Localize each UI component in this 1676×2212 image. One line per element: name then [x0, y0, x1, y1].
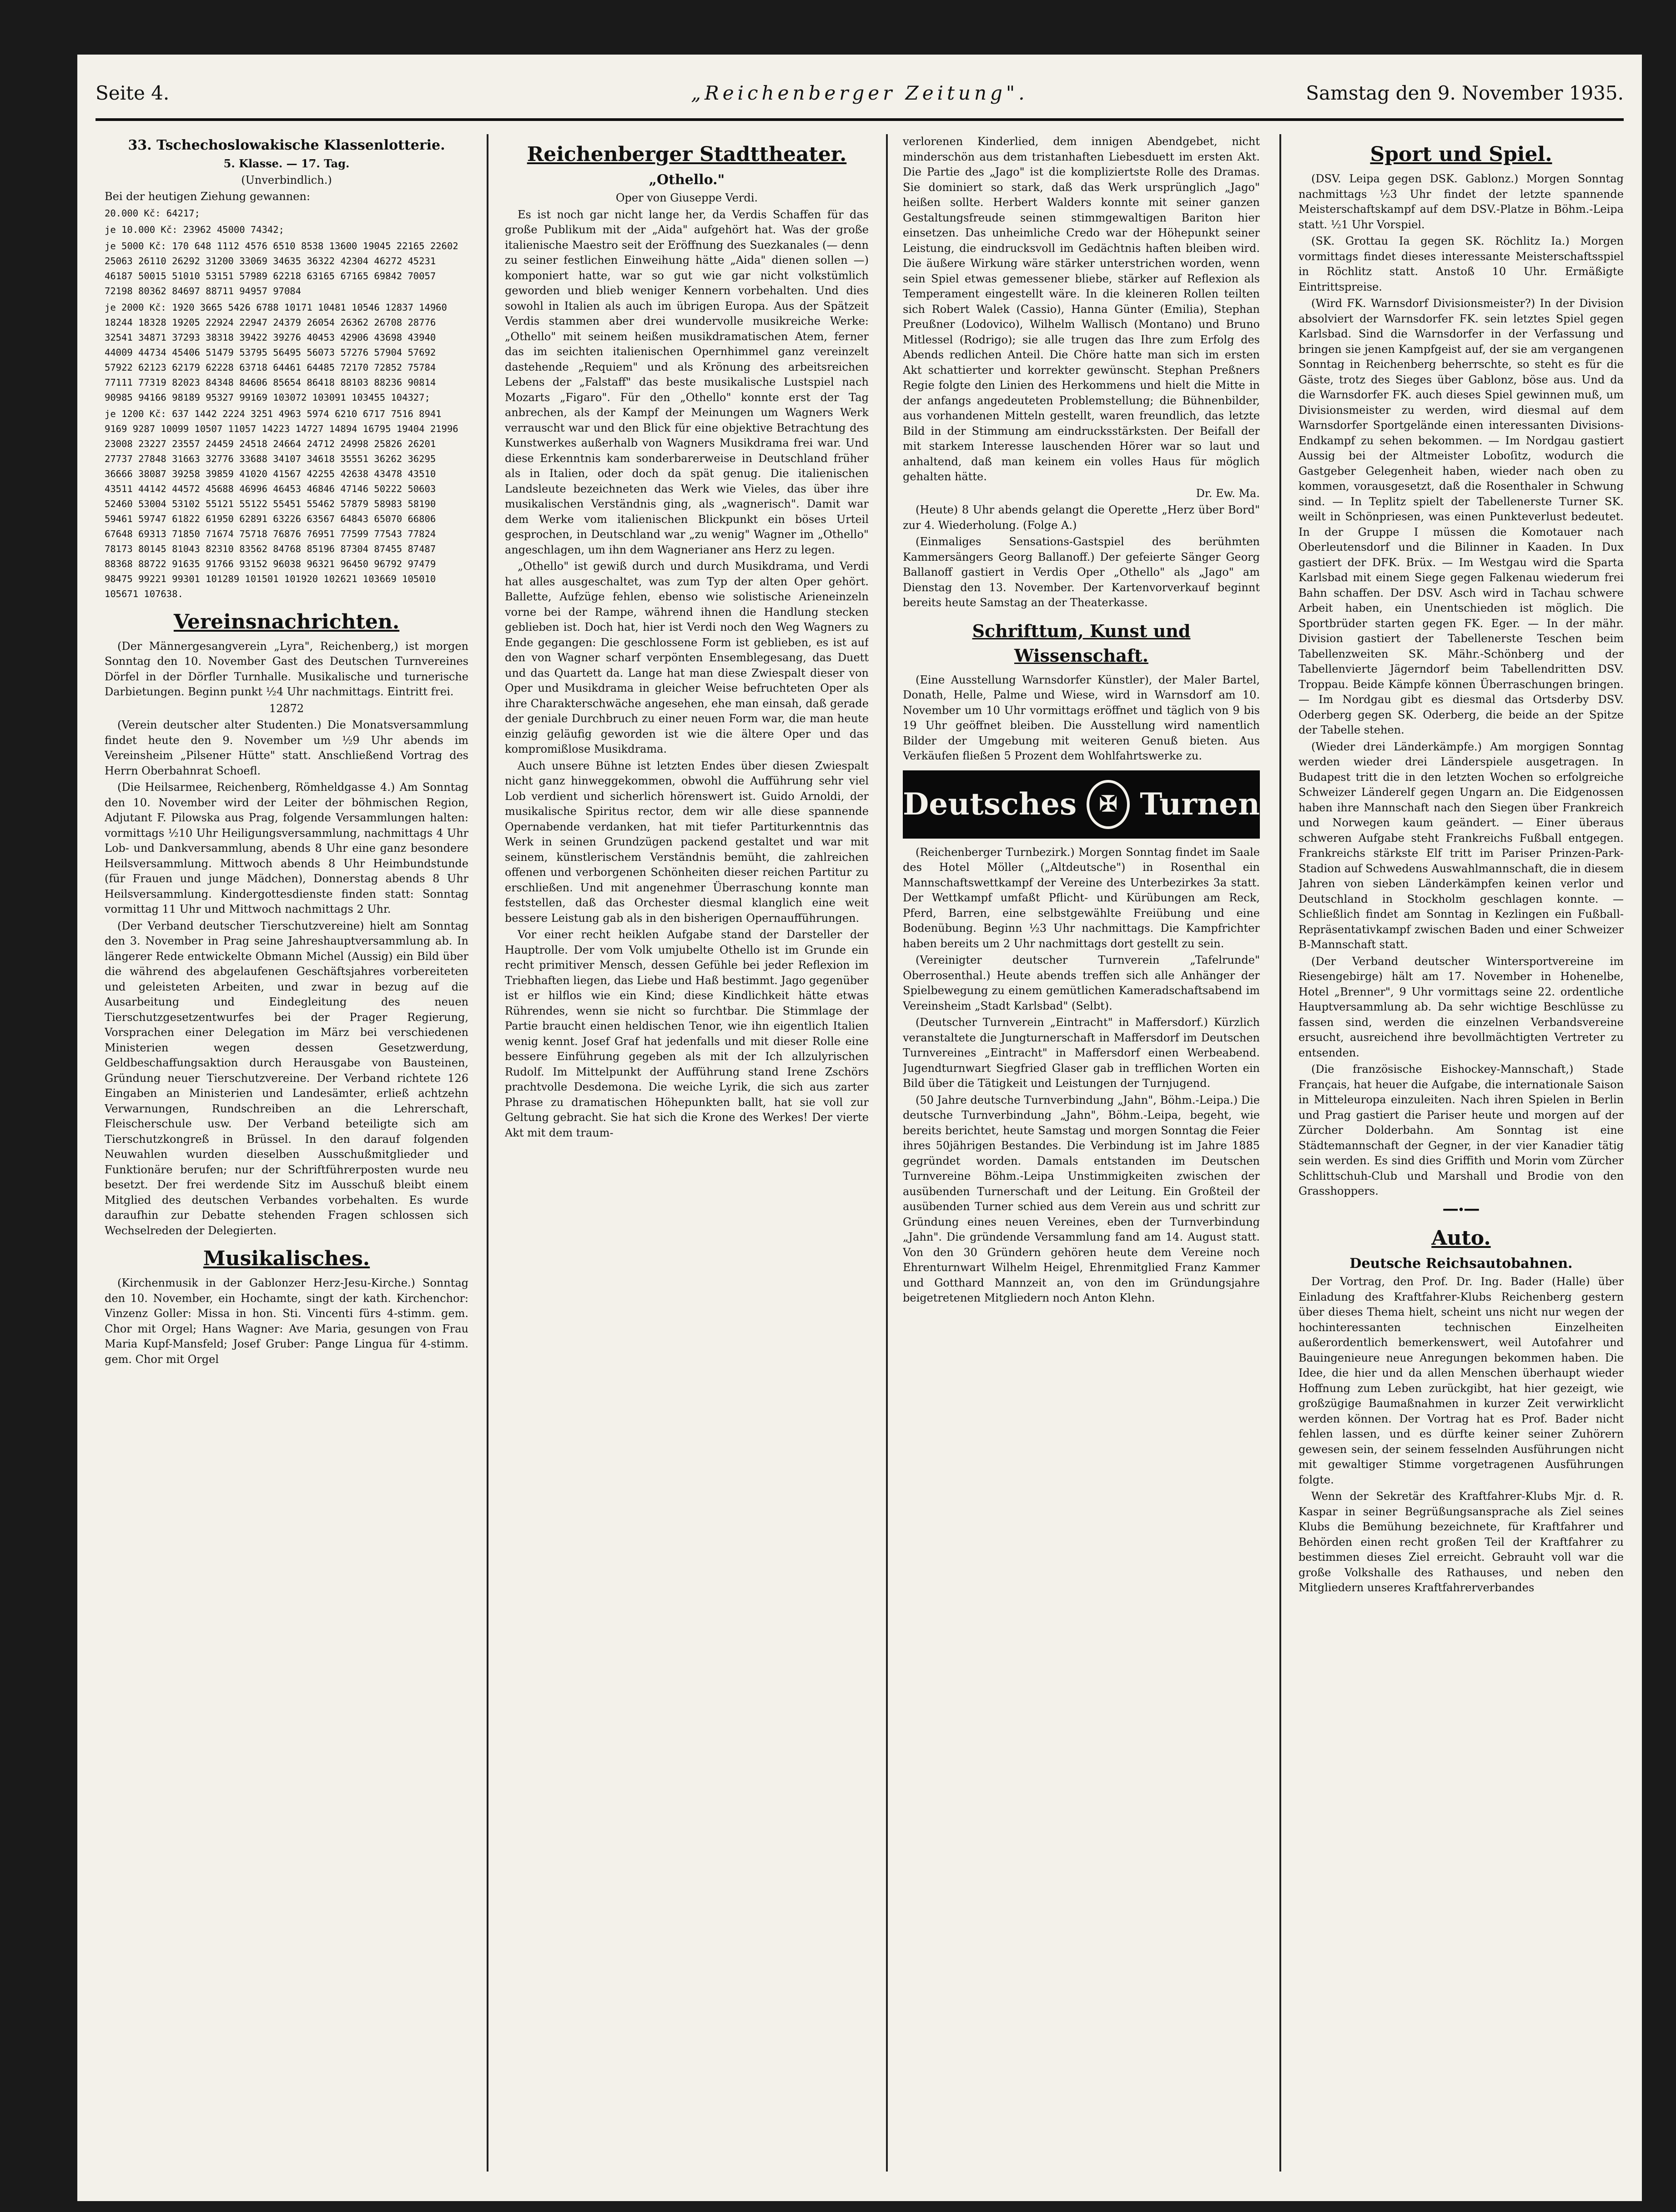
column-divider	[886, 134, 888, 2172]
lottery-2000: je 2000 Kč: 1920 3665 5426 6788 10171 10481 10546 12837 14960 18244 18328 19205 22924 22947 24379 26054 26362 26708 28776 32541 34871 37293 38318 39422 39276 40453 42906 43698 43940 44009 44734 45406 51479 53795 56495 56073 57276 57904 57692 57922 62123 62179 62228 63718 64461 64485 72170 72852 75784 77111 77319 82023 84348 84606 85654 86418 88103 88236 90814 90985 94166 98189 95327 99169 103072 103091 103455 104327;	[105, 302, 447, 403]
column-4	[1299, 134, 1624, 2190]
article-title-othello: „Othello."	[649, 172, 725, 188]
ad-number: 12872	[269, 702, 304, 715]
article-paragraph: (Einmaliges Sensations-Gastspiel des berühmten Kammersängers Georg Ballanoff.) Der gefeierte Sänger Georg Ballanoff gastiert in Verdis Oper „Othello" als „Jago" am Dienstag den 13. November. Der Kartenvorverkauf beginnt bereits heute Samstag an der Theaterkasse.	[903, 535, 1260, 609]
article-paragraph: (Reichenberger Turnbezirk.) Morgen Sonntag findet im Saale des Hotel Möller („Altdeutsche") in Rosenthal ein Mannschaftswettkampf der Vereine des Unterbezirkes 3a statt. Der Wettkampf umfaßt Pflicht- und Kürübungen am Reck, Pferd, Barren, eine selbstgewählte Freiübung und eine Bodenübung. Beginn ½3 Uhr nachmittags. Die Kampfrichter haben bereits um 2 Uhr nachmittags dort gestellt zu sein.	[903, 845, 1260, 950]
column-1	[105, 134, 468, 2190]
article-subtitle: Oper von Giuseppe Verdi.	[615, 191, 758, 204]
lottery-1200: je 1200 Kč: 637 1442 2224 3251 4963 5974 6210 6717 7516 8941 9169 9287 10099 10507 11057 14223 14727 14894 16795 19404 21996 23008 23227 23557 24459 24518 24664 24712 24998 25826 26201 27737 27848 31663 32776 33688 34107 34618 35551 36262 36295 36666 38087 39258 39859 41020 41567 42255 42638 43478 43510 43511 44142 44572 45688 46996 46453 46846 47146 50222 50603 52460 53004 53102 55121 55122 55451 55462 57879 58983 58190 59461 59747 61822 61950 62891 63226 63567 64843 65070 66806 67648 69313 71850 71674 75718 76876 76951 77599 77543 77824 78173 80145 81043 82310 83562 84768 85196 87304 87455 87487 88368 88722 91635 91766 93152 96038 96321 96450 96792 97479 98475 99221 99301 101289 101501 101920 102621 103669 105010 105671 107638.	[105, 408, 458, 599]
page-number: Seite 4.	[96, 82, 170, 104]
article-paragraph: Vor einer recht heiklen Aufgabe stand der Darsteller der Hauptrolle. Der vom Volk umjubelte Othello ist im Grunde ein recht primitiver Mensch, dessen Gefühle bei jeder Reflexion im Triebhaften liegen, das Liebe und Haß bestimmt. Jago gegenüber ist er hilflos wie ein Kind; diese Kindlichkeit hätte etwas Rührendes, wenn sie nicht so furchtbar. Die Stimmlage der Partie braucht einen heldischen Tenor, wie ihn eigentlich Italien wenig kennt. Josef Graf hat jedenfalls und mit dieser Rolle eine bessere Einführung gegeben als mit der Ich allzulyrischen Rudolf. Im Mittelpunkt der Aufführung stand Irene Zschörs prachtvolle Desdemona. Die weiche Lyrik, die sich aus zarter Phrase zu dramatischen Höhepunkten ballt, hat sie voll zur Geltung gebracht. Sie hat sich die Krone des Werkes! Der vierte Akt mit dem traum-	[505, 928, 869, 1139]
article-paragraph: „Othello" ist gewiß durch und durch Musikdrama, und Verdi hat alles ausgeschaltet, was zum Typ der alten Oper gehört. Ballette, Aufzüge fehlen, ebenso wie solistische Arieneinzeln vorne bei der Rampe, während ihnen die Handlung stecken geblieben ist. Doch hat, hier ist Verdi noch den Weg Wagners zu Ende gegangen: Die geschlossene Form ist geblieben, es ist auf den von Wagner scharf verpönten Ensemblegesang, das Duett und das Quartett da. Lange hat man diese Zwiespalt dieser von Oper und Musikdrama in gleicher Weise befruchteten Oper als ihre Charakterschwäche angesehen, ehe man einsah, daß gerade der geniale Durchbruch zu einer neuen Form war, die man heute einzig geläufig geworden ist wie die ältere Oper und das kompromißlose Musikdrama.	[505, 560, 869, 755]
article-paragraph: (Vereinigter deutscher Turnverein „Tafelrunde" Oberrosenthal.) Heute abends treffen sich alle Anhänger der Spielbewegung zu einem gemütlichen Kameradschaftsabend im Vereinsheim „Stadt Karlsbad" (Selbt).	[903, 954, 1260, 1012]
section-heading-auto: Auto.	[1431, 1227, 1491, 1250]
article-title-reichsautobahnen: Deutsche Reichsautobahnen.	[1349, 1256, 1573, 1272]
banner-text-left: Deutsches	[903, 786, 1077, 822]
page-header	[96, 82, 1624, 114]
turner-cross-emblem-icon: ✠	[1087, 780, 1130, 829]
issue-date: Samstag den 9. November 1935.	[1306, 82, 1624, 104]
article-paragraph: (Wird FK. Warnsdorf Divisionsmeister?) In der Division absolviert der Warnsdorfer FK. sein letztes Spiel gegen Karlsbad. Sind die Warnsdorfer in der Verfassung und bringen sie jenen Kampfgeist auf, der sie am vergangenen Sonntag in Reichenberg beherrschte, so steht es für die Gäste, trotz des Sieges über Gablonz, böse aus. Und da die Warnsdorfer FK. auch dieses Spiel gewinnen muß, um Divisionsmeister zu werden, wird diesmal auf dem Warnsdorfer Sportgelände einen interessanten Divisions-Endkampf zu sehen bekommen. — Im Nordgau gastiert Aussig bei der Altmeister Loboſitz, wodurch die Gastgeber Gelegenheit haben, wieder nach oben zu kommen, vorausgesetzt, daß die Rosenthaler in Schwung sind. — In Teplitz spielt der Tabellenerste Turner SK. weilt in Schönpriesen, was einen Punkteverlust bedeutet. In der Gruppe I müssen die Komotauer nach Oberleutensdorf und die Bilinner in Kaaden. In Dux gastiert der DFK. Brüx. — Im Westgau wird die Sparta Karlsbad mit einem Siege gegen Falkenau wiederum frei Bahn schaffen. Der DSV. Asch wird in Tachau schwere Arbeit haben, ein Unentschieden ist möglich. Die Sportbrüder starten gegen FK. Eger. — In der mähr. Division gastiert der Tabellenerste Teschen beim Tabellenzweiten SK. Mähr.-Schönberg und der Tabellenvierte Jägerndorf beim Tabellendritten DSV. Troppau. Beide Kämpfe können Überraschungen bringen. — Im Nordgau gibt es diesmal das Ortsderby DSV. Oderberg gegen SK. Oderberg, die beide an der Spitze der Tabelle stehen.	[1299, 297, 1624, 736]
banner-text-right: Turnen	[1140, 786, 1260, 822]
article-paragraph: Es ist noch gar nicht lange her, da Verdis Schaffen für das große Publikum mit der „Aida" aufgehört hat. Was der große italienische Maestro seit der Eröffnung des Suezkanales (— denn zu seiner festlichen Einweihung hätte „Aida" dienen sollen —) komponiert hatte, war so gut wie gar nicht volkstümlich geworden und blieb weniger Kennern vorbehalten. Und dies sowohl in Italien als auch im übrigen Europa. Aus der Spätzeit Verdis stammen aber drei wundervolle musikreiche Werke: „Othello" mit seinem heißen musikdramatischen Atem, ferner das im seichten italienischen Opernhimmel ganz vereinzelt dastehende „Requiem" und als Krönung des arbeitsreichen Lebens der „Falstaff" das beste musikalische Lustspiel nach Mozarts „Figaro". Für den „Othello" konnte erst der Tag anbrechen, als der Kampf der Meinungen um Wagners Werk verrauscht war und den Blick für eine objektive Betrachtung des Kunstwerkes außerhalb von Wagners Musikdrama frei war. Und diese Erkenntnis kam sonderbarerweise in Deutschland früher als in Italien, oder doch da spät genug. Die italienischen Landsleute bezeichneten das Werk wie Vieles, das über ihre musikalischen Verständnis ging, als „wagnerisch". Damit war dem Werke vom italienischen Blickpunkt ein böses Urteil gesprochen, in Deutschland war „zu wenig" Wagner im „Othello" angeschlagen, um ihn dem Wagnerianer ans Herz zu legen.	[505, 208, 869, 556]
deutsches-turnen-banner	[903, 770, 1260, 839]
lottery-5000: je 5000 Kč: 170 648 1112 4576 6510 8538 13600 19045 22165 22602 25063 26110 26292 31200 33069 34635 36322 42304 46272 45231 46187 50015 51010 53151 57989 62218 63165 67165 69842 70057 72198 80362 84697 88711 94957 97084	[105, 240, 458, 297]
article-paragraph: (DSV. Leipa gegen DSK. Gablonz.) Morgen Sonntag nachmittags ½3 Uhr findet der letzte spannende Meisterschaftskampf auf dem DSV.-Platze in Böhm.-Leipa statt. ½1 Uhr Vorspiel.	[1299, 172, 1624, 231]
section-heading-vereinsnachrichten: Vereinsnachrichten.	[173, 610, 400, 633]
article-paragraph: (Deutscher Turnverein „Eintracht" in Maffersdorf.) Kürzlich veranstaltete die Jungturnerschaft in Maffersdorf im Deutschen Turnvereines „Eintracht" in Maffersdorf einen Werbeabend. Jugendturnwart Siegfried Glaser gab in trefflichen Worten ein Bild über die Tätigkeit und Leistungen der Turnjugend.	[903, 1016, 1260, 1090]
section-heading-schrifttum: Schrifttum, Kunst und Wissenschaft.	[972, 620, 1191, 666]
lottery-note: (Unverbindlich.)	[241, 173, 332, 186]
column-divider	[487, 134, 488, 2172]
article-paragraph: (Verein deutscher alter Studenten.) Die Monatsversammlung findet heute den 9. November um ½9 Uhr abends im Vereinsheim „Pilsener Hütte" statt. Anschließend Vortrag des Herrn Oberbahnrat Schoefl.	[105, 719, 468, 777]
article-paragraph: (Eine Ausstellung Warnsdorfer Künstler), der Maler Bartel, Donath, Helle, Palme und Wiese, wird in Warnsdorf am 10. November um 10 Uhr vormittags eröffnet und täglich von 9 bis 19 Uhr geöffnet bleiben. Die Ausstellung wird namentlich Bilder der Umgebung mit weiteren Genuß bieten. Aus Verkäufen fließen 5 Prozent dem Wohlfahrtswerke zu.	[903, 673, 1260, 762]
column-divider	[1279, 134, 1281, 2172]
article-paragraph: Wenn der Sekretär des Kraftfahrer-Klubs Mjr. d. R. Kaspar in seiner Begrüßungsansprache als Ziel seines Klubs die Bemühung bezeichnete, für Kraftfahrer und Behörden einen recht großen Teil der Kraftfahrer zu bestimmen dieses Ziel erreicht. Gebrauht voll war die große Volkshalle des Rathauses, und neben den Mitgliedern unseres Kraftfahrerverbandes	[1299, 1490, 1624, 1594]
lottery-20000: 20.000 Kč: 64217;	[105, 207, 200, 219]
lottery-10000: je 10.000 Kč: 23962 45000 74342;	[105, 224, 284, 235]
article-paragraph: Auch unsere Bühne ist letzten Endes über diesen Zwiespalt nicht ganz hinweggekommen, obwohl die Aufführung sehr viel Lob verdient und sicherlich hörenswert ist. Guido Arnoldi, der musikalische Spiritus rector, dem wir alle diese spannende Opernabende verdanken, hat mit tiefer Partiturkenntnis das Werk in seinen Grundzügen packend gestaltet und war mit seinem, künstlerischem Verständnis bemüht, die zahlreichen offenen und verborgenen Schönheiten dieser reichen Partitur zu erschließen. Und mit angenehmer Überraschung konnte man feststellen, daß das Orchester diesmal klanglich eine weit bessere Leistung gab als in den bisherigen Opernaufführungen.	[505, 759, 869, 925]
column-3	[903, 134, 1260, 2190]
newspaper-page	[77, 55, 1642, 2201]
article-paragraph: Der Vortrag, den Prof. Dr. Ing. Bader (Halle) über Einladung des Kraftfahrer-Klubs Reichenberg gestern über dieses Thema hielt, scheint uns nicht nur wegen der hochinteressanten technischen Einzelheiten außerordentlich bemerkenswert, weil Autofahrer und Bauingenieure neue Anregungen bekommen haben. Die Idee, die hier und da allen Menschen überhaupt wieder Hoffnung zum Leben zurückgibt, hat hier gezeigt, wie großzügige Baumaßnahmen in kurzer Zeit verwirklicht werden können. Der Vortrag hat es Prof. Bader nicht fehlen lassen, und es dürfte keiner seiner Zuhörern gewesen sein, der seinem fesselnden Ausführungen nicht mit gewaltiger Stimme vorgetragenen Ausführungen folgte.	[1299, 1275, 1624, 1486]
article-paragraph: (50 Jahre deutsche Turnverbindung „Jahn", Böhm.-Leipa.) Die deutsche Turnverbindung „Jahn", Böhm.-Leipa, begeht, wie bereits berichtet, heute Samstag und morgen Sonntag die Feier ihres 50jährigen Bestandes. Die Verbindung ist im Jahre 1885 gegründet worden. Damals entstanden im Deutschen Turnvereine Böhm.-Leipa Unstimmigkeiten zwischen der ausübenden Turnerschaft und der Leitung. Ein Großteil der ausübenden Turner schied aus dem Verein aus und schritt zur Gründung eines neuen Vereines, eben der Turnverbindung „Jahn". Die gründende Versammlung fand am 14. August statt. Von den 30 Gründern gehören heute dem Vereine noch Ehrenturnwart Wilhelm Heigel, Ehrenmitglied Franz Kammer und Gotthard Mannzeit an, von den im Gründungsjahre beigetretenen Mitgliedern noch Anton Klehn.	[903, 1093, 1260, 1304]
article-paragraph: verlorenen Kinderlied, dem innigen Abendgebet, nicht minderschön aus dem tristanhaften Liebesduett im ersten Akt. Die Partie des „Jago" ist die kompliziertste Rolle des Dramas. Sie dominiert so stark, daß das Werk ursprünglich „Jago" heißen sollte. Herbert Walders konnte mit seiner ganzen Gestaltungsfreude seinen stimmgewaltigen Bariton hier einsetzen. Das unheimliche Credo war der Höhepunkt seiner Leistung, die eindrucksvoll im Gedächtnis haften bleiben wird. Die äußere Wirkung wäre stärker unterstrichen worden, wenn sein Spiel etwas gemessener bliebe, stärker auf Reflexion als Temperament eingestellt wäre. In die kleineren Rollen teilten sich Robert Walek (Cassio), Hanna Günter (Emilia), Stephan Preußner (Lodovico), Wilhelm Wallisch (Montano) und Bruno Mitlessel (Rodrigo); sie alle trugen das Ihre zum Erfolg des Abends redlichen Anteil. Die Chöre hatte man sich im ersten Akt schattierter und korrekter gewünscht. Stephan Preßners Regie folgte den Linien des Herkommens und hielt die Mitte in der anfangs angedeuteten Problemstellung; die Bühnenbilder, aus vorhandenen Mitteln gestellt, waren freundlich, das letzte Bild in der Stimmung am eindrucksstärksten. Der Beifall der mit starkem Interesse lauschenden Hörer war so laut und anhaltend, daß man keinem ein volles Haus für möglich gehalten hätte.	[903, 135, 1260, 483]
article-signature: Dr. Ew. Ma.	[1196, 487, 1260, 500]
lottery-intro: Bei der heutigen Ziehung gewannen:	[105, 190, 310, 203]
article-paragraph: (Der Verband deutscher Tierschutzvereine) hielt am Sonntag den 3. November in Prag seine Jahreshauptversammlung ab. In längerer Rede entwickelte Obmann Michel (Aussig) ein Bild über die während des abgelaufenen Geschäftsjahres vorbereiteten und geleisteten Arbeiten, und zwar in bezug auf die Ausarbeitung und Eindegleitung des neuen Tierschutzgesetzentwurfes bei der Prager Regierung, Vorsprachen einer Delegation im März bei verschiedenen Ministerien wegen dessen Gesetzwerdung, Geldbeschaffungsaktion durch Herausgabe von Bausteinen, Gründung neuer Tierschutzvereine. Der Verband richtete 126 Eingaben an Ministerien und Landesämter, erließ achtzehn Verwarnungen, Rundschreiben an die Lehrerschaft, Fleischerschule usw. Der Verband beteiligte sich am Tierschutzkongreß in Brüssel. In den darauf folgenden Neuwahlen wurden dieselben Ausschußmitglieder und Funktionäre berufen; nur der Schriftführerposten wurde neu besetzt. Der frei werdende Sitz im Ausschuß bleibt einem Mitglied des deutschen Verbandes vorbehalten. Es wurde daraufhin zur Debatte stehenden Fragen schlossen sich Wechselreden der Delegierten.	[105, 919, 468, 1237]
section-heading-stadttheater: Reichenberger Stadttheater.	[527, 143, 847, 166]
masthead: „Reichenberger Zeitung".	[691, 82, 1028, 104]
article-paragraph: (Der Verband deutscher Wintersportvereine im Riesengebirge) hält am 17. November in Hohenelbe, Hotel „Brenner", 9 Uhr vormittags seine 22. ordentliche Hauptversammlung ab. Da sehr wichtige Beschlüsse zu fassen sind, werden die einzelnen Verbandsvereine ersucht, ausreichend ihre bevollmächtigten Vertreter zu entsenden.	[1299, 955, 1624, 1059]
lottery-class: 5. Klasse. — 17. Tag.	[223, 157, 350, 170]
section-separator: ━━•━━	[1443, 1203, 1479, 1217]
section-heading-musikalisches: Musikalisches.	[203, 1247, 370, 1270]
column-2	[505, 134, 869, 2190]
article-paragraph: (SK. Grottau Ia gegen SK. Röchlitz Ia.) Morgen vormittags findet dieses interessante Meisterschaftsspiel in Röchlitz statt. Anstoß 10 Uhr. Ermäßigte Eintrittspreise.	[1299, 235, 1624, 293]
article-paragraph: (Heute) 8 Uhr abends gelangt die Operette „Herz über Bord" zur 4. Wiederholung. (Folge A.)	[903, 503, 1260, 532]
article-paragraph: (Die französische Eishockey-Mannschaft,) Stade Français, hat heuer die Aufgabe, die internationale Saison in Mitteleuropa einzuleiten. Nach ihren Spielen in Berlin und Prag gastiert die Pariser heute und morgen auf der Zürcher Dolderbahn. Am Sonntag ist eine Städtemannschaft der Gegner, in der vier Kanadier tätig sein werden. Es sind dies Griffith und Morin vom Zürcher Schlittschuh-Club und Marshall und Brodie von den Grasshoppers.	[1299, 1063, 1624, 1197]
header-rule	[96, 118, 1624, 121]
article-paragraph: (Kirchenmusik in der Gablonzer Herz-Jesu-Kirche.) Sonntag den 10. November, ein Hochamte, singt der kath. Kirchenchor: Vinzenz Goller: Missa in hon. Sti. Vincenti fürs 4-stimm. gem. Chor mit Orgel; Hans Wagner: Ave Maria, gesungen von Frau Maria Kupf-Mansfeld; Josef Gruber: Pange Lingua für 4-stimm. gem. Chor mit Orgel	[105, 1277, 468, 1366]
article-paragraph: (Wieder drei Länderkämpfe.) Am morgigen Sonntag werden wieder drei Länderspiele ausgetragen. In Budapest tritt die in den letzten Wochen so erfolgreiche Schweizer Länderelf gegen Ungarn an. Die Eidgenossen haben ihre Mannschaft nach den Siegen über Frankreich und Norwegen kaum geändert. — Einer überaus schweren Aufgabe steht Frankreichs Fußball entgegen. Frankreichs stärkste Elf tritt im Pariser Prinzen-Park-Stadion auf Schwedens Auswahlmannschaft, die in diesem Jahren von sieben Länderkämpfen keinen verlor und Deutschland in Stockholm geschlagen konnte. — Schließlich findet am Sonntag in Kezlingen ein Fußball-Repräsentativkampf zwischen Baden und einer Schweizer B-Mannschaft statt.	[1299, 740, 1624, 951]
lottery-title: 33. Tschechoslowakische Klassenlotterie.	[128, 137, 445, 153]
article-paragraph: (Die Heilsarmee, Reichenberg, Römheldgasse 4.) Am Sonntag den 10. November wird der Leiter der böhmischen Region, Adjutant F. Pilowska aus Prag, folgende Versammlungen halten: vormittags ½10 Uhr Heiligungsversammlung, nachmittags 4 Uhr Lob- und Dankversammlung, abends 8 Uhr eine ganz besondere Heilsversammlung. Mittwoch abends 8 Uhr Heimbundstunde (für Frauen und junge Mädchen), Donnerstag abends 8 Uhr Heilsversammlung. Kindergottesdienste finden statt: Sonntag vormittag 11 Uhr und Mittwoch nachmittags 2 Uhr.	[105, 781, 468, 915]
article-paragraph: (Der Männergesangverein „Lyra", Reichenberg,) ist morgen Sonntag den 10. November Gast des Deutschen Turnvereines Dörfel in der Dörfler Turnhalle. Musikalische und turnerische Darbietungen. Beginn punkt ½4 Uhr nachmittags. Eintritt frei.	[105, 639, 468, 698]
section-heading-sport: Sport und Spiel.	[1370, 143, 1552, 166]
